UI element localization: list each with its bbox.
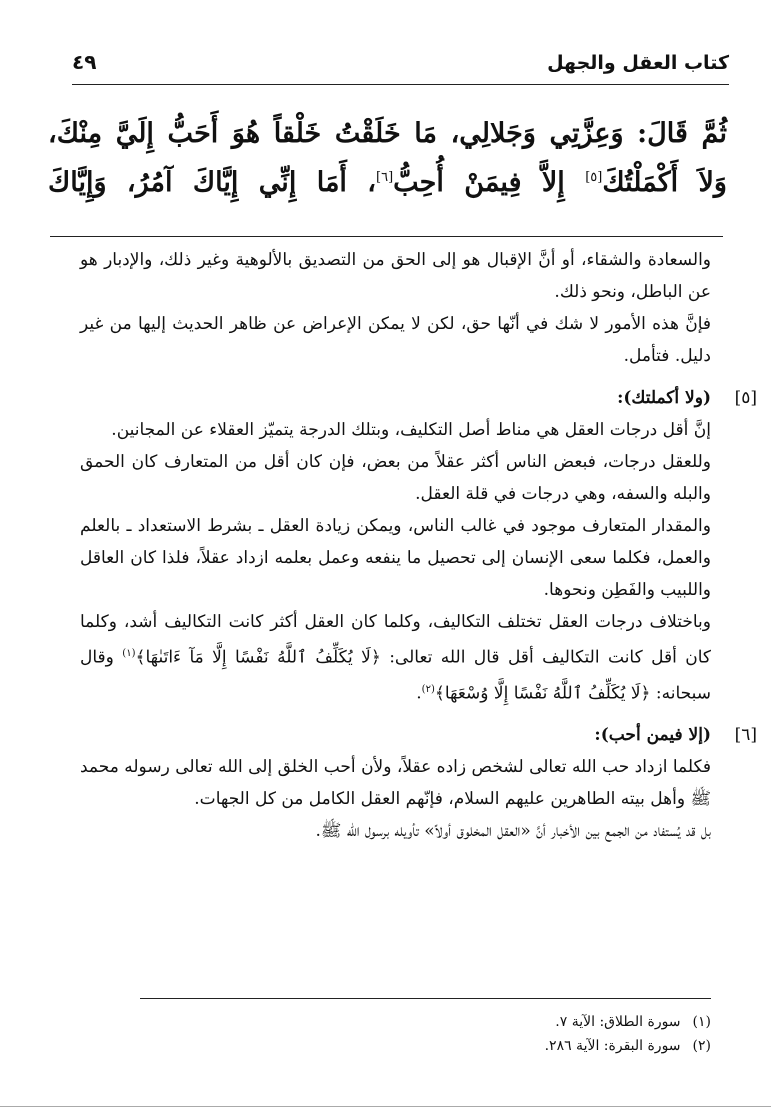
note-5-heading: [80, 382, 757, 414]
hadith-segment: وَلاَ أَكْمَلْتُكَ: [602, 167, 727, 198]
hadith-segment: إِلاَّ فِيمَنْ أُحِبُّ: [393, 167, 586, 198]
footnote-number: (٢): [692, 1038, 711, 1054]
note-title: (إلا فيمن أحب):: [594, 725, 711, 746]
paragraph: والمقدار المتعارف موجود في غالب الناس، ويمكن زيادة العقل ـ بشرط الاستعداد ـ بالعلم والعمل، فكلما سعى الإنسان إلى تحصيل ما ينفعه وعمل بعلمه ازداد عقلاً، فلذا كان العاقل واللبيب والفَطِن ونحوها.: [80, 516, 711, 600]
hadith-text: [48, 112, 727, 205]
paragraph: والسعادة والشقاء، أو أنَّ الإقبال هو إلى الحق من التصديق بالألوهية وغير ذلك، والإدبار هو عن الباطل، ونحو ذلك.: [80, 250, 711, 302]
book-title: كتاب العقل والجهل: [547, 52, 729, 74]
footnotes: [200, 1010, 711, 1058]
hadith-line-1: ثُمَّ قَالَ: وَعِزَّتِي وَجَلالِي، مَا خَلَقْتُ خَلْقاً هُوَ أَحَبُّ إِلَيَّ مِنْكَ،: [48, 118, 727, 149]
page-header: [72, 50, 729, 85]
footnote-ref-1: (١): [122, 648, 136, 659]
footnote-divider: [140, 998, 711, 999]
hadith-line-2: [48, 156, 727, 205]
page-number: ٤٩: [72, 50, 97, 74]
footnote-text: سورة البقرة: الآية ٢٨٦.: [544, 1038, 681, 1054]
hadith-segment: ، أَمَا إِنِّي إِيَّاكَ آمُرُ، وَإِيَّاكَ: [48, 167, 377, 198]
note-ref-5: [٥]: [585, 170, 603, 185]
footnote-ref-2: (٢): [421, 683, 435, 695]
paragraph: وللعقل درجات، فبعض الناس أكثر عقلاً من بعض، فإن كان أقل من المتعارف كان الحمق والبله والسفه، وهي درجات في قلة العقل.: [80, 452, 711, 504]
footnote-number: (١): [692, 1014, 711, 1030]
footnote-text: سورة الطلاق: الآية ٧.: [555, 1014, 681, 1030]
paragraph: إنَّ أقل درجات العقل هي مناط أصل التكليف، وبتلك الدرجة يتميّز العقلاء عن المجانين.: [111, 420, 711, 440]
commentary: [80, 244, 757, 847]
note-number: [٦]: [734, 725, 757, 746]
note-6-heading: [80, 719, 757, 751]
paragraph-segment: وقال سبحانه: ﴿لَا يُكَلِّفُ ٱللَّهُ نَفْسًا إِلَّا وُسْعَهَا﴾: [80, 647, 711, 704]
hadith-divider: [50, 236, 723, 237]
footnote: [200, 1034, 711, 1058]
note-number: [٥]: [734, 388, 757, 408]
paragraph: فإنَّ هذه الأمور لا شك في أنّها حق، لكن لا يمكن الإعراض عن ظاهر الحديث إليها من غير دليل. فتأمل.: [80, 314, 711, 366]
paragraph: [80, 606, 711, 709]
paragraph-segment: وباختلاف درجات العقل تختلف التكاليف، وكلما كان العقل أكثر كانت التكاليف أشد، وكلما كان أقل كانت التكاليف أقل قال الله تعالى: ﴿لَا يُكَلِّفُ ٱللَّهُ نَفْسًا إِلَّا مَآ ءَاتَىٰهَا﴾: [80, 612, 712, 668]
paragraph-segment: .: [416, 683, 422, 704]
note-title: (ولا أكملتك):: [617, 388, 711, 408]
footnote: [200, 1010, 711, 1034]
paragraph: فكلما ازداد حب الله تعالى لشخص زاده عقلاً، ولأن أحب الخلق إلى الله تعالى رسوله محمد ﷺ وأهل بيته الطاهرين عليهم السلام، فإنّهم العقل الكامل من كل الجهات.: [80, 757, 711, 810]
note-ref-6: [٦]: [376, 170, 394, 185]
page-edge-line: [0, 1106, 771, 1107]
paragraph: بل قد يُستفاد من الجمع بين الأخبار أنَّ «العقل المخلوق أولاً» تأويله برسول الله ﷺ.: [315, 821, 711, 842]
